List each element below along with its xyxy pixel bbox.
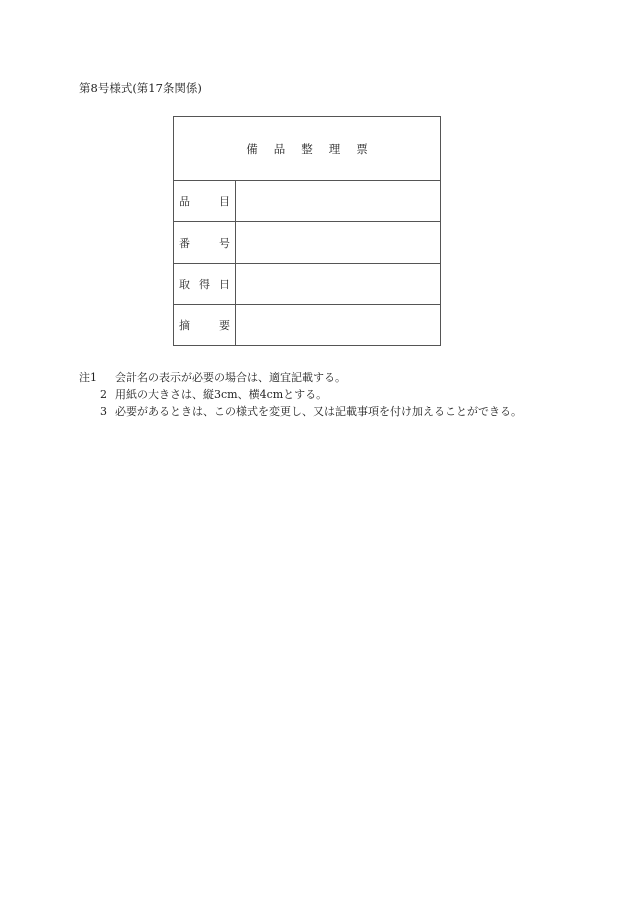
row-label-item: 品目 [174, 181, 236, 222]
note-text: 必要があるときは、この様式を変更し、又は記載事項を付け加えることができる。 [115, 405, 522, 418]
equipment-card-table [173, 116, 441, 346]
table-row [174, 304, 441, 345]
card-title: 備品整理票 [246, 141, 384, 156]
row-label-number: 番号 [174, 222, 236, 263]
note-number: 注1 [79, 371, 97, 384]
row-value-acquisition-date[interactable] [236, 263, 441, 304]
row-value-item[interactable] [236, 181, 441, 222]
table-row [174, 222, 441, 263]
note-text: 用紙の大きさは、縦3cm、横4cmとする。 [115, 388, 328, 401]
form-title: 第8号様式(第17条関係) [79, 81, 202, 95]
row-value-remarks[interactable] [236, 304, 441, 345]
row-label-remarks: 摘要 [174, 304, 236, 345]
note-number: 2 [100, 388, 107, 401]
row-label-acquisition-date: 取得日 [174, 263, 236, 304]
note-item [79, 403, 522, 420]
table-row [174, 181, 441, 222]
note-item [79, 386, 522, 403]
card-title-cell [174, 117, 441, 181]
notes [79, 369, 522, 420]
note-item [79, 369, 522, 386]
note-text: 会計名の表示が必要の場合は、適宜記載する。 [115, 371, 346, 384]
table-row [174, 263, 441, 304]
note-number: 3 [100, 405, 107, 418]
row-value-number[interactable] [236, 222, 441, 263]
